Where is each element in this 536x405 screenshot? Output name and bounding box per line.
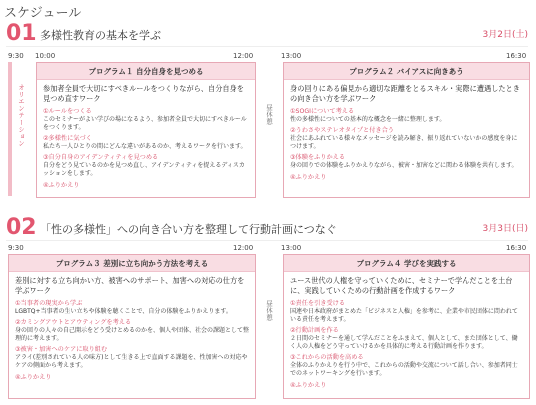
program2-item2-desc: 社会にあふれている様々なメッセージを読み解き、振り返れていないかの感度を身につけます。: [290, 135, 518, 150]
program1-item: [37, 154, 255, 178]
day1-time-afternoon: 13:00: [281, 52, 302, 60]
program3-title: プログラム３ 差別に立ち向かう方法を考える: [9, 255, 255, 272]
program4-item2-title: ②行動計画を作る: [290, 327, 339, 334]
program3-item: [9, 346, 255, 370]
day2-time-start: 9:30: [8, 244, 24, 252]
program4-item1-title: ①責任を引き受ける: [290, 300, 346, 307]
program4-card: [283, 254, 530, 399]
day1-time-program1-start: 10:00: [35, 52, 56, 60]
program4-item: [284, 327, 529, 351]
program4-item: [284, 354, 529, 378]
program4-lead: ユース世代の人権を守っていくために、セミナーで学んだことを土台に、実践していくための行動計画を作成するワーク: [290, 276, 513, 295]
program1-item2-desc: 私たち一人ひとりの間にどんな違いがあるのか、考えるワークを行います。: [43, 143, 247, 150]
day2-theme: 「性の多様性」への向き合い方を整理して行動計画につなぐ: [40, 223, 337, 236]
day2-time-noon: 12:00: [233, 244, 254, 252]
program2-item: [284, 154, 529, 170]
program2-item: [284, 127, 529, 151]
day2-time-end: 16:30: [506, 244, 527, 252]
program1-item: [37, 108, 255, 132]
program1-item3-desc: 自分をどう見ているのかを見つめ直し、アイデンティティを捉えるディスカッションをします。: [43, 162, 245, 177]
program3-item: [9, 319, 255, 343]
program3-item1-desc: LGBTQ+当事者の生い立ちや体験を聴くことで、自分の体験をふりかえります。: [15, 308, 232, 315]
program2-item3-title: ③体験をふりかえる: [290, 154, 346, 161]
program3-item3-title: ③被害・加害へのケアに取り組む: [15, 346, 108, 353]
program2-item: [284, 108, 529, 124]
day2-break-label: 昼休憩: [265, 300, 273, 321]
day2-divider: [6, 240, 528, 241]
program4-title: プログラム４ 学びを実践する: [284, 255, 529, 272]
day1-left-bar: [8, 62, 12, 196]
program2-title: プログラム２ バイアスに向きあう: [284, 63, 529, 80]
program2-reflection: ④ふりかえり: [290, 174, 327, 181]
program1-item1-desc: このセミナーがよい学びの場になるよう、参加者全員で大切にすべきルールをつくります。: [43, 116, 247, 131]
day1-number: 01: [6, 21, 37, 46]
program4-item: [284, 300, 529, 324]
program2-item1-title: ①SOGIについて考える: [290, 108, 355, 115]
program3-item: [9, 300, 255, 316]
program1-lead: 参加者全員で大切にすべきルールをつくりながら、自分自身を見つめ直すワーク: [43, 84, 244, 103]
program2-item1-desc: 性の多様性についての基本的な概念を一緒に整理します。: [290, 116, 446, 123]
program2-lead: 身の回りにある偏見から適切な距離をとるスキル・実際に遭遇したときの向き合い方を学ぶワーク: [290, 84, 520, 103]
program1-item1-title: ①ルールをつくる: [43, 108, 92, 115]
day1-time-start: 9:30: [8, 52, 24, 60]
program1-item2-title: ②多様性に気づく: [43, 135, 92, 142]
orientation-label: オリエンテーション: [17, 84, 25, 147]
day1-break-label: 昼休憩: [265, 104, 273, 125]
program2-item3-desc: 身の回りでの体験をふりかえりながら、被害・加害などに関わる体験を共有します。: [290, 162, 518, 169]
day1-time-end: 16:30: [506, 52, 527, 60]
program3-lead: 差別に対する立ち向かい方、被害へのサポート、加害への対応の仕方を学ぶワーク: [15, 276, 245, 295]
program1-title: プログラム１ 自分自身を見つめる: [37, 63, 255, 80]
program3-item2-title: ②カミングアウトとアウティングを考える: [15, 319, 132, 326]
program1-reflection: ④ふりかえり: [43, 182, 80, 189]
day1-time-noon: 12:00: [233, 52, 254, 60]
program3-item2-desc: 身の回りの人々の自己開示をどう受けとめるのかを、個人や団体、社会の課題として整理的に考えます。: [15, 327, 250, 342]
day1-theme: 多様性教育の基本を学ぶ: [40, 29, 161, 42]
day2-number: 02: [6, 215, 37, 240]
program4-item3-desc: 全体のふりかえりを行う中で、これからの活動や交流について話し合い、参加者同士でのネットワーキングを行います。: [290, 362, 518, 377]
program1-item: [37, 135, 255, 151]
program4-item1-desc: 国連や日本政府がまとめた「ビジネスと人権」を参考に、企業や市民団体に問われている責任を考えます。: [290, 308, 518, 323]
day1-divider: [6, 46, 528, 47]
program4-item2-desc: ２日間のセミナーを通して学んだことをふまえて、個人として、また団体として、働く人の人権をどう守っていけるかを具体的に考える行動計画を作ります。: [290, 335, 518, 350]
day1-date: 3月2日(土): [482, 30, 528, 40]
program3-card: [8, 254, 256, 399]
day2-date: 3月3日(日): [482, 224, 528, 234]
program1-item3-title: ③自分自身のアイデンティティを見つめる: [43, 154, 159, 161]
program3-item1-title: ①当事者の現実から学ぶ: [15, 300, 83, 307]
program3-item3-desc: アライ(差別されている人の味方)として生きる上で直面する課題を、性加害への対応やケアの側面から考えます。: [15, 354, 248, 369]
program3-reflection: ④ふりかえり: [15, 374, 52, 381]
program2-item2-title: ②うわさやステレオタイプと付き合う: [290, 127, 394, 134]
page-title: スケジュール: [4, 6, 82, 21]
program1-card: [36, 62, 256, 198]
program4-item3-title: ③これからの活動を高める: [290, 354, 364, 361]
program2-card: [283, 62, 530, 198]
day2-time-afternoon: 13:00: [281, 244, 302, 252]
program4-reflection: ④ふりかえり: [290, 382, 327, 389]
